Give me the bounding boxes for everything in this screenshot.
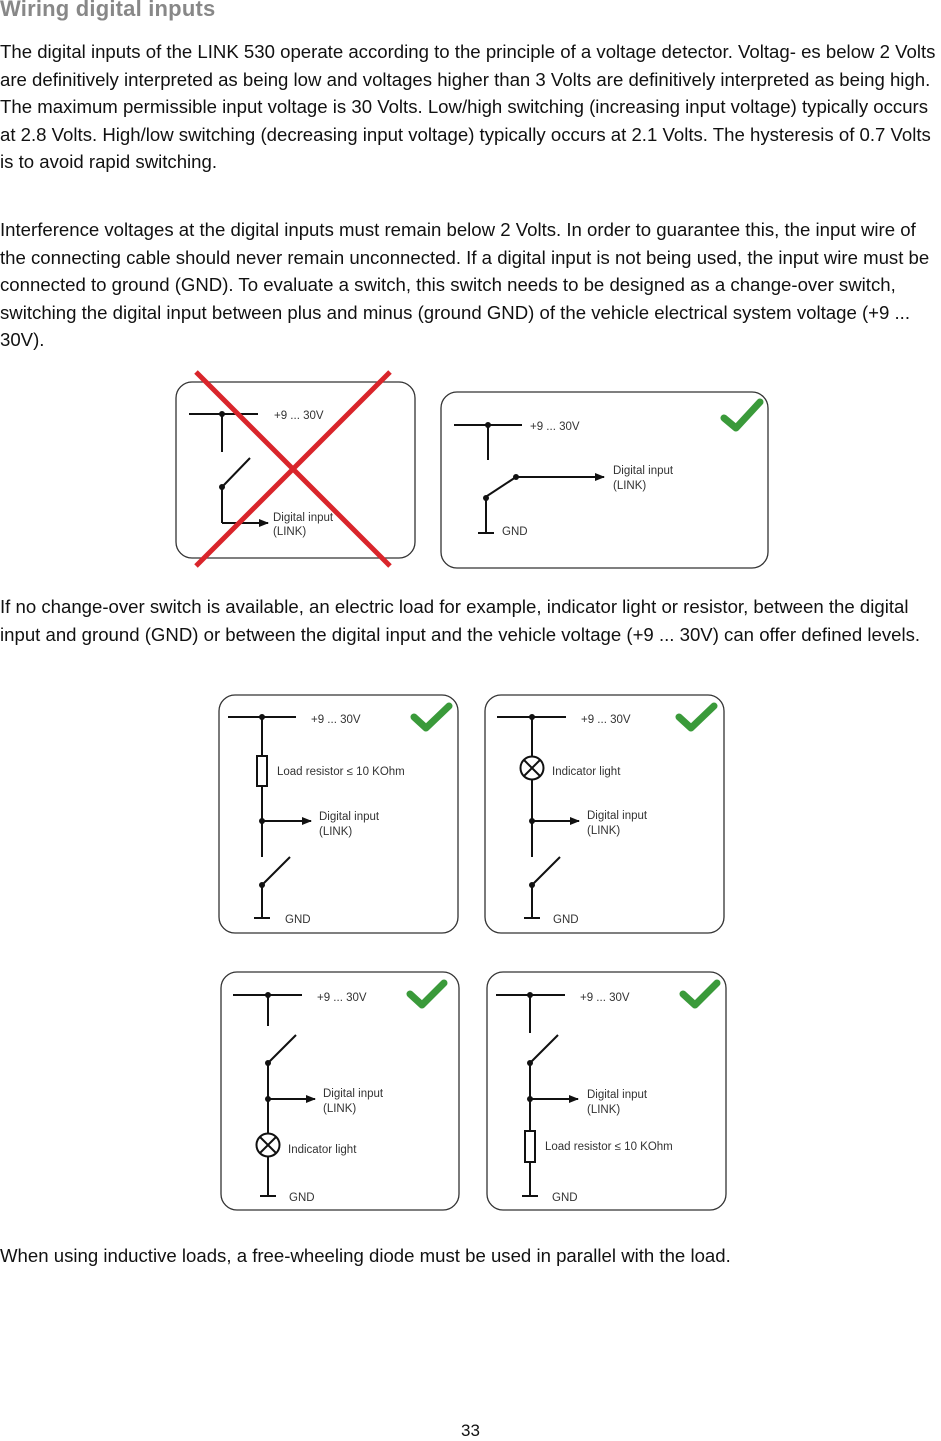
label-gnd: GND: [502, 526, 528, 538]
diagram-resistor-to-gnd: [219, 695, 458, 933]
indicator-light-symbol: [257, 1134, 280, 1157]
label-gnd: GND: [552, 1192, 578, 1204]
label-load-resistor: Load resistor ≤ 10 KOhm: [277, 766, 405, 778]
resistor-symbol: [257, 756, 267, 786]
label-link: (LINK): [587, 1104, 621, 1116]
label-digital-input: Digital input: [587, 1089, 648, 1101]
diagram-switch-to-supply-resistor: [487, 972, 726, 1210]
label-load-resistor: Load resistor ≤ 10 KOhm: [545, 1141, 673, 1153]
diagram-switch-to-supply-light: [221, 972, 459, 1210]
diagram-light-to-gnd: [485, 695, 724, 933]
resistor-symbol: [525, 1131, 535, 1162]
label-digital-input: Digital input: [273, 512, 334, 524]
indicator-light-symbol: [521, 757, 544, 780]
page-number: 33: [461, 1421, 480, 1440]
label-supply: +9 ... 30V: [317, 992, 367, 1004]
label-gnd: GND: [285, 914, 311, 926]
label-link: (LINK): [273, 526, 307, 538]
paragraph-inductive-loads: When using inductive loads, a free-wheeling diode must be used in parallel with the load.: [0, 1245, 731, 1266]
label-supply: +9 ... 30V: [311, 714, 361, 726]
label-gnd: GND: [289, 1192, 315, 1204]
checkmark-icon: [683, 983, 717, 1005]
label-link: (LINK): [587, 825, 621, 837]
label-supply: +9 ... 30V: [530, 421, 580, 433]
diagram-panel: [441, 392, 768, 568]
label-gnd: GND: [553, 914, 579, 926]
paragraph-voltage-detector: The digital inputs of the LINK 530 operate according to the principle of a voltage detector. Voltag- es below 2 Volts are definitively interpreted as being low and voltages higher than 3 Volts are definitively interpreted as being high. The maximum permissible input voltage is 30 Volts. Low/high switching (increasing input voltage) typically occurs at 2.8 Volts. High/low switching (decreasing input voltage) typically occurs at 2.1 Volts. The hysteresis of 0.7 Volts is to avoid rapid switching.: [0, 41, 936, 173]
paragraph-interference: Interference voltages at the digital inputs must remain below 2 Volts. In order to guarantee this, the input wire of the connecting cable should never remain unconnected. If a digital input is not being used, the input wire must be connected to ground (GND). To evaluate a switch, this switch needs to be designed as a change-over switch, switching the digital input between plus and minus (ground GND) of the vehicle electrical system voltage (+9 ... 30V).: [0, 219, 930, 351]
label-supply: +9 ... 30V: [274, 410, 324, 422]
diagram-change-over-switch: [441, 392, 768, 568]
checkmark-icon: [414, 706, 449, 728]
label-digital-input: Digital input: [587, 810, 648, 822]
paragraph-electric-load: If no change-over switch is available, an electric load for example, indicator light or resistor, between the digital input and ground (GND) or between the digital input and the vehicle voltage (+9 ... 30V) can offer defined levels.: [0, 596, 921, 645]
label-indicator-light: Indicator light: [552, 766, 621, 778]
label-link: (LINK): [613, 480, 647, 492]
label-digital-input: Digital input: [613, 465, 674, 477]
diagram-wrong-wiring: [176, 372, 415, 566]
label-digital-input: Digital input: [323, 1088, 384, 1100]
label-link: (LINK): [319, 826, 353, 838]
section-heading: Wiring digital inputs: [0, 0, 216, 21]
checkmark-icon: [410, 983, 444, 1005]
label-digital-input: Digital input: [319, 811, 380, 823]
label-indicator-light: Indicator light: [288, 1144, 357, 1156]
label-link: (LINK): [323, 1103, 357, 1115]
label-supply: +9 ... 30V: [581, 714, 631, 726]
checkmark-icon: [679, 706, 714, 728]
checkmark-icon: [724, 402, 760, 428]
label-supply: +9 ... 30V: [580, 992, 630, 1004]
